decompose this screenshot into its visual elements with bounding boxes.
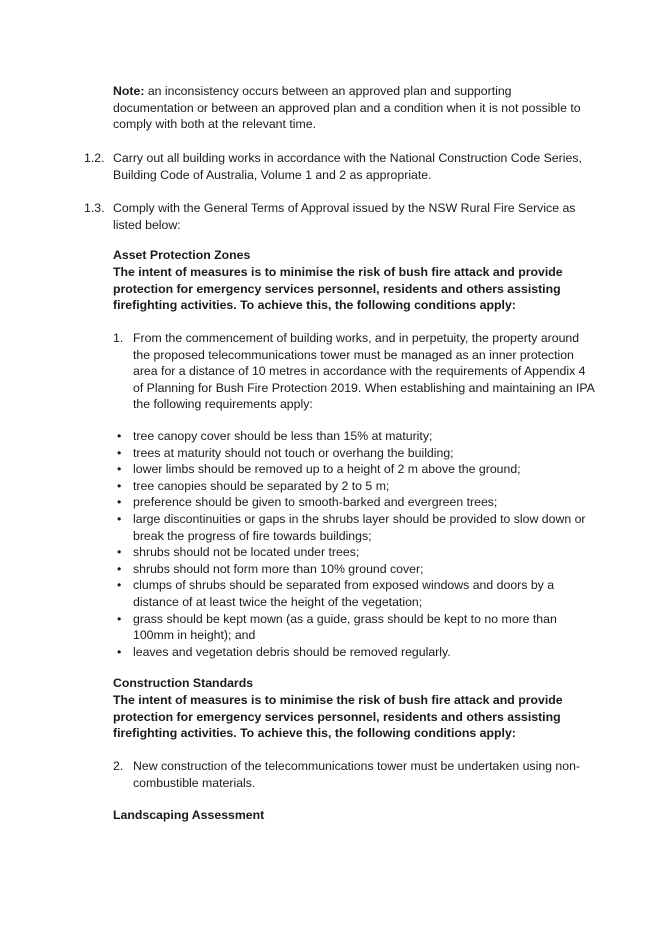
bullet-icon: • (117, 578, 122, 593)
condition-2-number: 2. (113, 759, 124, 773)
bullet-icon: • (117, 495, 122, 510)
bullet-icon: • (117, 462, 122, 477)
landscaping-heading: Landscaping Assessment (113, 808, 265, 822)
bullet-icon: • (117, 429, 122, 443)
asset-protection-intent: The intent of measures is to minimise the risk of bush fire attack and provide protection for emergency services personnel, residents and others assisting firefighting activities. To achieve this, the following conditions apply: (113, 265, 563, 313)
bullet-icon: • (117, 511, 122, 526)
item-text-1-2: Carry out all building works in accordance with the National Construction Code Series, Building Code of Australia, Volume 1 and 2 as appropriate. (113, 151, 582, 182)
list-item: • lower limbs should be removed up to a height of 2 m above the ground; (117, 462, 521, 477)
list-item: • tree canopy cover should be less than 15% at maturity; (117, 429, 433, 443)
bullet-icon: • (117, 545, 122, 560)
condition-2-text: New construction of the telecommunications tower must be undertaken using non-combustible materials. (133, 759, 581, 790)
bullet-icon: • (117, 611, 122, 626)
construction-heading: Construction Standards (113, 676, 254, 690)
bullet-icon: • (117, 644, 122, 659)
list-item: • shrubs should not be located under trees; (117, 545, 360, 560)
ipa-requirements-list (113, 428, 595, 660)
list-item: • trees at maturity should not touch or overhang the building; (117, 445, 454, 460)
list-item: • leaves and vegetation debris should be removed regularly. (117, 644, 451, 659)
list-item: • tree canopies should be separated by 2 to 5 m; (117, 478, 390, 493)
bullet-icon: • (117, 445, 122, 460)
bullet-icon: • (117, 561, 122, 576)
list-item: • preference should be given to smooth-barked and evergreen trees; (117, 495, 498, 510)
construction-intent: The intent of measures is to minimise the risk of bush fire attack and provide protection for emergency services personnel, residents and others assisting firefighting activities. To achieve this, the following conditions apply: (113, 693, 563, 741)
list-item: • clumps of shrubs should be separated from exposed windows and doors by a distance of at least twice the height of the vegetation; (117, 578, 555, 609)
item-number-1-3: 1.3. (84, 201, 105, 215)
item-text-1-3: Comply with the General Terms of Approval issued by the NSW Rural Fire Service as listed below: (113, 201, 576, 232)
asset-protection-heading: Asset Protection Zones (113, 248, 251, 262)
condition-1-text: From the commencement of building works, and in perpetuity, the property around the proposed telecommunications tower must be managed as an inner protection area for a distance of 10 metres in accordance with the requirements of Appendix 4 of Planning for Bush Fire Protection 2019. When establishing and maintaining an IPA the following requirements apply: (133, 331, 595, 412)
note-label: Note: (113, 84, 145, 98)
item-number-1-2: 1.2. (84, 151, 105, 165)
list-item: • shrubs should not form more than 10% ground cover; (117, 561, 424, 576)
list-item: • grass should be kept mown (as a guide, grass should be kept to no more than 100mm in height); and (117, 611, 557, 643)
condition-1-number: 1. (113, 331, 124, 345)
list-item: • large discontinuities or gaps in the shrubs layer should be provided to slow down or break the progress of fire towards buildings; (117, 511, 586, 543)
note-paragraph (113, 83, 593, 133)
note-text: an inconsistency occurs between an approved plan and supporting documentation or between an approved plan and a condition when it is not possible to comply with both at the relevant time. (113, 84, 581, 132)
bullet-icon: • (117, 478, 122, 493)
